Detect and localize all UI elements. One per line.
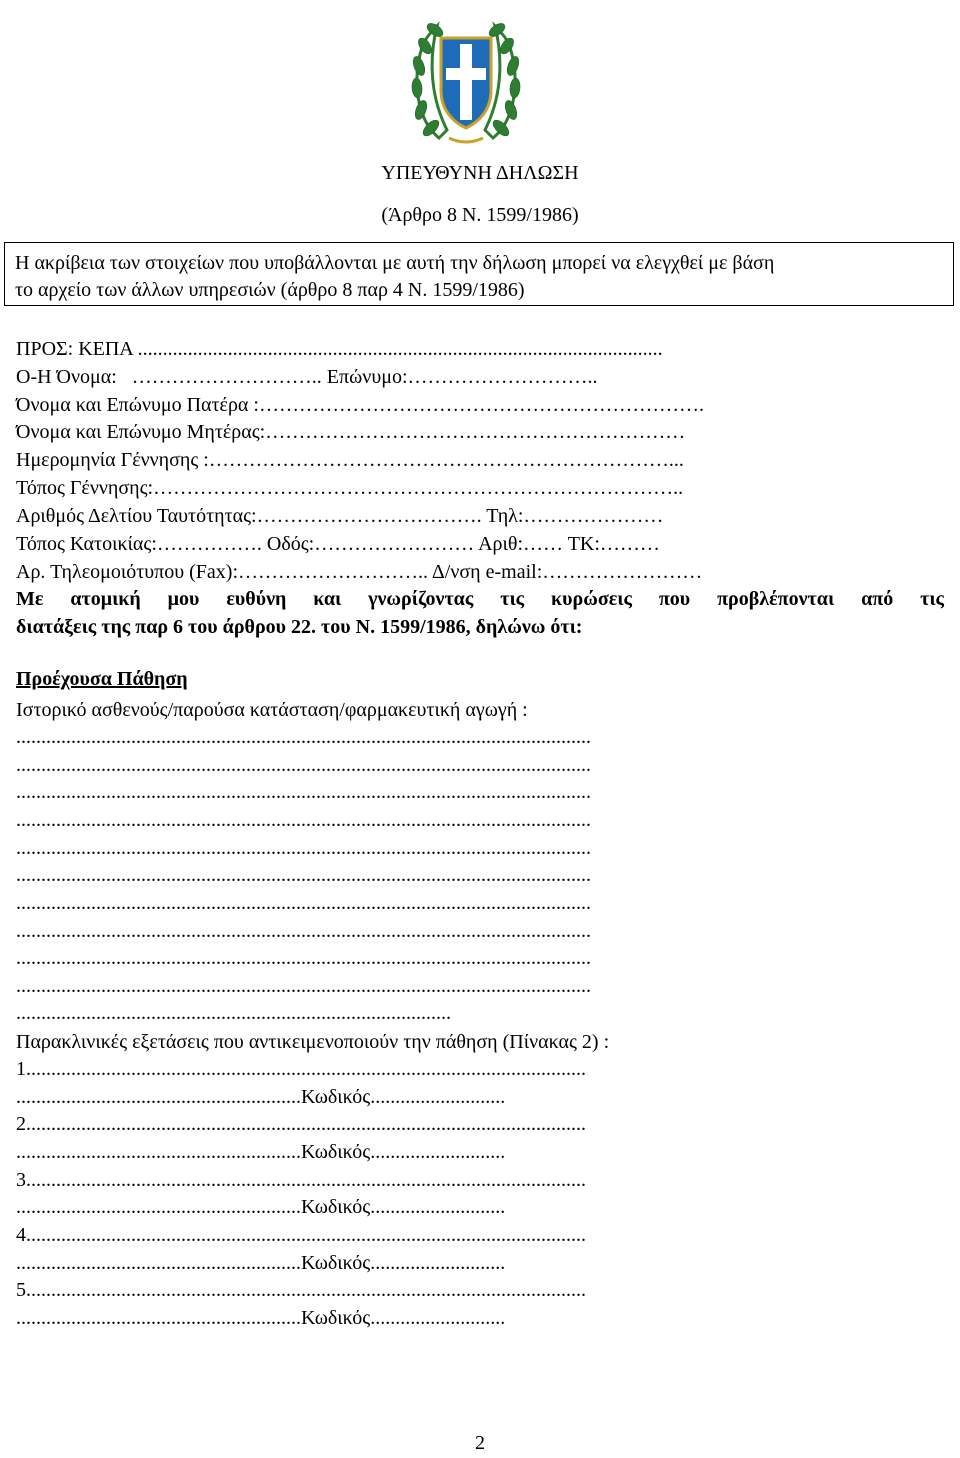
exam-code-4[interactable]: .........................................................Κωδικός...........................: [16, 1252, 506, 1274]
declaration-line-1: Με ατομική μου ευθύνη και γνωρίζοντας τις κυρώσεις που προβλέπονται από τις: [16, 588, 944, 610]
exams-label: Παρακλινικές εξετάσεις που αντικειμενοποιούν την πάθηση (Πίνακας 2) :: [16, 1031, 610, 1053]
history-line[interactable]: ...................................................................................................................: [16, 920, 591, 942]
residence-field[interactable]: Τόπος Κατοικίας:……………. Οδός:…………………… Αριθ:…… ΤΚ:………: [16, 533, 660, 555]
father-name-field[interactable]: Όνομα και Επώνυμο Πατέρα :………………………………………………………….: [16, 394, 704, 416]
page-subtitle: (Άρθρο 8 Ν. 1599/1986): [381, 204, 579, 226]
history-line[interactable]: ...................................................................................................................: [16, 781, 591, 803]
verification-notice-box: [4, 242, 954, 306]
exam-item-2[interactable]: 2................................................................................................................: [16, 1113, 586, 1135]
section-heading: Προέχουσα Πάθηση: [16, 668, 188, 690]
coat-of-arms-emblem: [409, 10, 523, 148]
history-line[interactable]: ...................................................................................................................: [16, 947, 591, 969]
page-title: ΥΠΕΥΘΥΝΗ ΔΗΛΩΣΗ: [381, 162, 579, 184]
exam-item-5[interactable]: 5................................................................................................................: [16, 1279, 586, 1301]
exam-code-3[interactable]: .........................................................Κωδικός...........................: [16, 1196, 506, 1218]
history-line-last[interactable]: .......................................................................................: [16, 1002, 451, 1024]
name-surname-field[interactable]: Ο-Η Όνομα: ……………………….. Επώνυμο:………………………..: [16, 366, 598, 388]
recipient-field[interactable]: ΠΡΟΣ: ΚΕΠΑ .........................................................................................................: [16, 338, 663, 360]
exam-code-5[interactable]: .........................................................Κωδικός...........................: [16, 1307, 506, 1329]
declaration-line-2: διατάξεις της παρ 6 του άρθρου 22. του Ν. 1599/1986, δηλώνω ότι:: [16, 616, 583, 638]
notice-line-2: το αρχείο των άλλων υπηρεσιών (άρθρο 8 παρ 4 Ν. 1599/1986): [15, 279, 525, 301]
fax-email-field[interactable]: Αρ. Τηλεομοιότυπου (Fax):……………………….. Δ/νση e-mail:……………………: [16, 561, 703, 583]
history-line[interactable]: ...................................................................................................................: [16, 726, 591, 748]
birthplace-field[interactable]: Τόπος Γέννησης:……………………………………………………………………..: [16, 477, 684, 499]
exam-item-3[interactable]: 3................................................................................................................: [16, 1169, 586, 1191]
history-line[interactable]: ...................................................................................................................: [16, 975, 591, 997]
history-line[interactable]: ...................................................................................................................: [16, 809, 591, 831]
history-line[interactable]: ...................................................................................................................: [16, 892, 591, 914]
exam-code-2[interactable]: .........................................................Κωδικός...........................: [16, 1141, 506, 1163]
exam-item-1[interactable]: 1................................................................................................................: [16, 1058, 586, 1080]
mother-name-field[interactable]: Όνομα και Επώνυμο Μητέρας:………………………………………………………: [16, 421, 686, 443]
id-phone-field[interactable]: Αριθμός Δελτίου Ταυτότητας:……………………………. Τηλ:…………………: [16, 505, 664, 527]
exam-item-4[interactable]: 4................................................................................................................: [16, 1224, 586, 1246]
exam-code-1[interactable]: .........................................................Κωδικός...........................: [16, 1086, 506, 1108]
page-number: 2: [475, 1432, 485, 1454]
notice-line-1: Η ακρίβεια των στοιχείων που υποβάλλονται με αυτή την δήλωση μπορεί να ελεγχθεί με βάση: [15, 252, 775, 274]
history-line[interactable]: ...................................................................................................................: [16, 837, 591, 859]
birthdate-field[interactable]: Ημερομηνία Γέννησης :……………………………………………………………...: [16, 449, 684, 471]
history-line[interactable]: ...................................................................................................................: [16, 864, 591, 886]
history-label: Ιστορικό ασθενούς/παρούσα κατάσταση/φαρμακευτική αγωγή :: [16, 699, 528, 721]
history-line[interactable]: ...................................................................................................................: [16, 754, 591, 776]
